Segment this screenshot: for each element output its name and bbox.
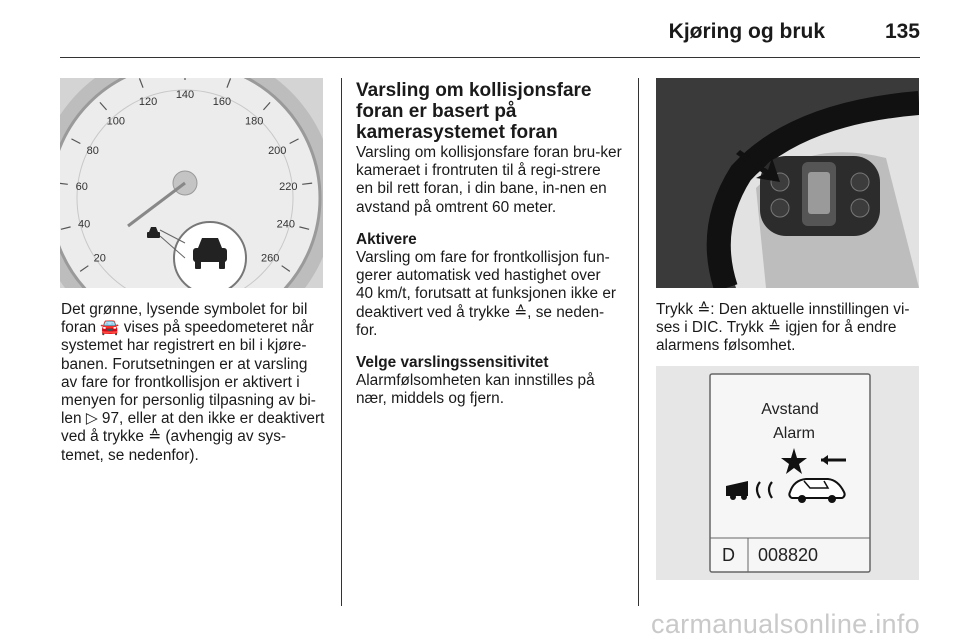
speedo-tick-label: 200 (268, 144, 287, 157)
column-3 (656, 301, 922, 356)
dic-line1: Avstand (761, 401, 819, 418)
speedo-tick-label: 260 (261, 252, 280, 265)
speedo-tick-label: 60 (75, 180, 88, 193)
dic-line2: Alarm (773, 425, 815, 442)
header-divider (60, 57, 920, 58)
subheading-sensitivity: Velge varslingssensitivitet (356, 354, 549, 372)
dic-display-illustration (656, 366, 919, 580)
speedo-description: Det grønne, lysende symbolet for bil foran 🚘 vises på speedometeret når systemet har registrert en bil i kjøre-banen. Forutsetningen er at varsling av fare for frontkollisjon er aktivert i menyen for personlig tilpasning av bi-len ▷ 97, eller at den ikke er deaktivert ved å trykke ≙ (avhengig av sys-temet, se nedenfor). (61, 301, 325, 464)
sensitivity-text: Alarmfølsomheten kan innstilles på nær, middels og fjern. (356, 372, 595, 408)
column-divider-2 (638, 78, 639, 606)
speedo-tick-label: 120 (138, 95, 158, 108)
speedo-tick-label: 240 (276, 218, 296, 231)
dic-odometer: 008820 (758, 545, 819, 565)
speedo-tick-label: 20 (93, 252, 106, 265)
speedometer-illustration (60, 78, 323, 288)
column-2 (356, 80, 622, 409)
dic-gear: D (722, 545, 735, 565)
speedo-tick-label: 180 (244, 115, 264, 128)
speedo-tick-label: 160 (212, 95, 232, 108)
column-divider-1 (341, 78, 342, 606)
speedo-tick-label: 100 (106, 115, 126, 128)
section-intro: Varsling om kollisjonsfare foran bru-ker kameraet i frontruten til å regi-strere en bil rett foran, i din bane, in-nen en avstand på omtrent 60 meter. (356, 144, 622, 216)
page-title: Kjøring og bruk (668, 20, 825, 43)
speedo-tick-label: 140 (175, 89, 195, 101)
steering-wheel-illustration (656, 78, 919, 288)
page-header (60, 0, 920, 58)
column-1 (61, 301, 327, 465)
activate-text: Varsling om fare for frontkollisjon fun-gerer automatisk ved hastighet over 40 km/t, forutsatt at funksjonen ikke er deaktivert ved å trykke ≙, se neden-for. (356, 249, 617, 339)
watermark: carmanualsonline.info (651, 609, 920, 639)
page-number: 135 (884, 20, 920, 43)
button-instruction: Trykk ≙: Den aktuelle innstillingen vi-ses i DIC. Trykk ≙ igjen for å endre alarmens følsomhet. (656, 301, 910, 355)
speedo-tick-label: 40 (78, 218, 91, 231)
speedo-tick-label: 80 (86, 144, 99, 157)
speedo-tick-label: 220 (279, 180, 298, 193)
section-heading: Varsling om kollisjonsfare foran er basert på kamerasystemet foran (356, 80, 592, 143)
subheading-activate: Aktivere (356, 230, 417, 248)
